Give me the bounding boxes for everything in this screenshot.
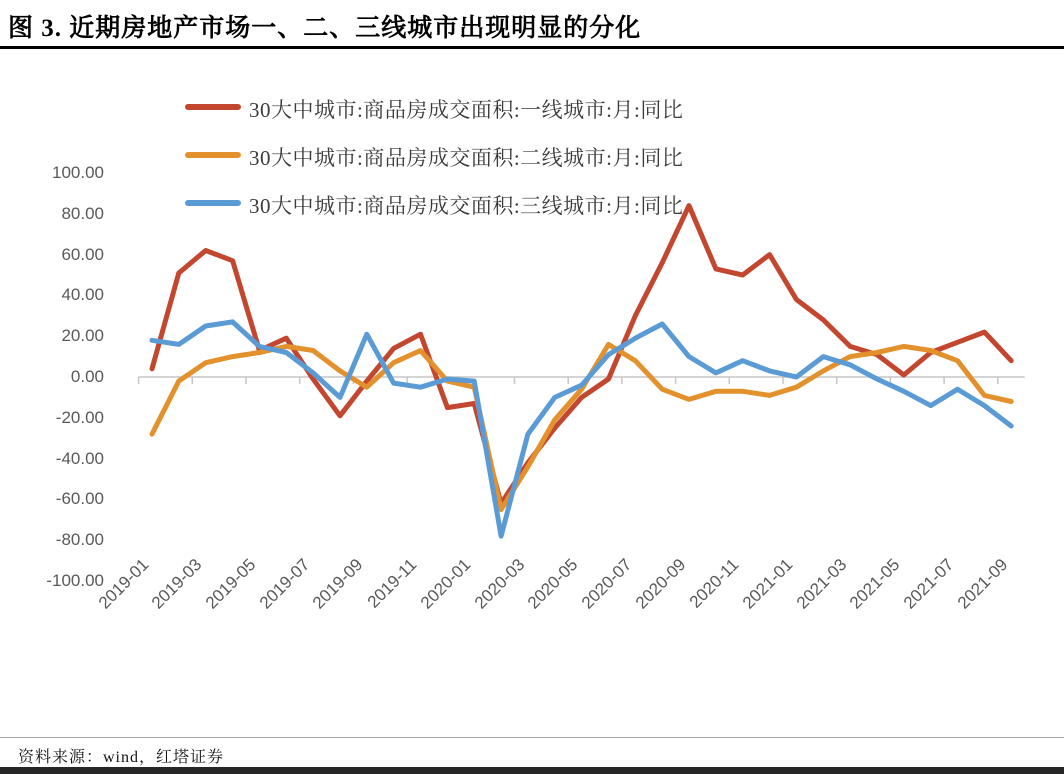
y-tick-label: 80.00 bbox=[61, 203, 104, 223]
legend-label: 30大中城市:商品房成交面积:三线城市:月:同比 bbox=[249, 194, 684, 218]
x-tick-label: 2019-07 bbox=[255, 555, 314, 613]
y-tick-label: -100.00 bbox=[46, 571, 104, 590]
legend-label: 30大中城市:商品房成交面积:二线城市:月:同比 bbox=[249, 146, 684, 170]
x-tick-label: 2020-03 bbox=[470, 555, 528, 613]
y-tick-label: 0.00 bbox=[70, 367, 104, 386]
x-tick-label: 2021-01 bbox=[738, 555, 797, 613]
x-tick-label: 2019-11 bbox=[363, 555, 421, 612]
chart-area bbox=[0, 50, 1064, 730]
x-tick-label: 2021-03 bbox=[792, 555, 851, 613]
y-tick-label: -40.00 bbox=[55, 448, 104, 468]
y-tick-label: -20.00 bbox=[55, 407, 104, 427]
y-tick-label: 60.00 bbox=[61, 244, 104, 264]
series-line-2 bbox=[152, 344, 1011, 509]
y-tick-label: -80.00 bbox=[55, 530, 104, 550]
legend-swatch-icon bbox=[185, 200, 241, 206]
x-tick-label: 2020-07 bbox=[577, 555, 636, 613]
x-tick-label: 2020-09 bbox=[631, 555, 690, 613]
x-tick-label: 2019-03 bbox=[148, 555, 206, 613]
legend-label: 30大中城市:商品房成交面积:一线城市:月:同比 bbox=[249, 98, 684, 122]
bottom-border bbox=[0, 767, 1064, 774]
title-divider bbox=[0, 46, 1064, 49]
x-tick-label: 2019-05 bbox=[201, 555, 260, 613]
x-tick-label: 2020-11 bbox=[686, 555, 743, 612]
y-tick-label: 20.00 bbox=[61, 326, 104, 346]
y-tick-label: 100.00 bbox=[52, 163, 104, 182]
series-line-1 bbox=[152, 206, 1011, 504]
x-tick-label: 2021-05 bbox=[846, 555, 904, 613]
chart-title: 图 3. 近期房地产市场一、二、三线城市出现明显的分化 bbox=[8, 15, 642, 42]
y-tick-label: 40.00 bbox=[61, 285, 104, 305]
series-line-3 bbox=[152, 322, 1011, 536]
x-tick-label: 2019-01 bbox=[94, 555, 153, 613]
legend-swatch-icon bbox=[185, 104, 241, 110]
y-tick-label: -60.00 bbox=[55, 489, 104, 509]
source-note: 资料来源：wind，红塔证券 bbox=[18, 749, 225, 766]
x-tick-label: 2020-01 bbox=[416, 555, 475, 613]
legend-swatch-icon bbox=[185, 152, 241, 158]
x-tick-label: 2019-09 bbox=[309, 555, 367, 613]
x-tick-label: 2021-09 bbox=[953, 555, 1012, 613]
footer-divider bbox=[0, 737, 1064, 738]
x-tick-label: 2020-05 bbox=[524, 555, 582, 613]
x-tick-label: 2021-07 bbox=[899, 555, 958, 613]
